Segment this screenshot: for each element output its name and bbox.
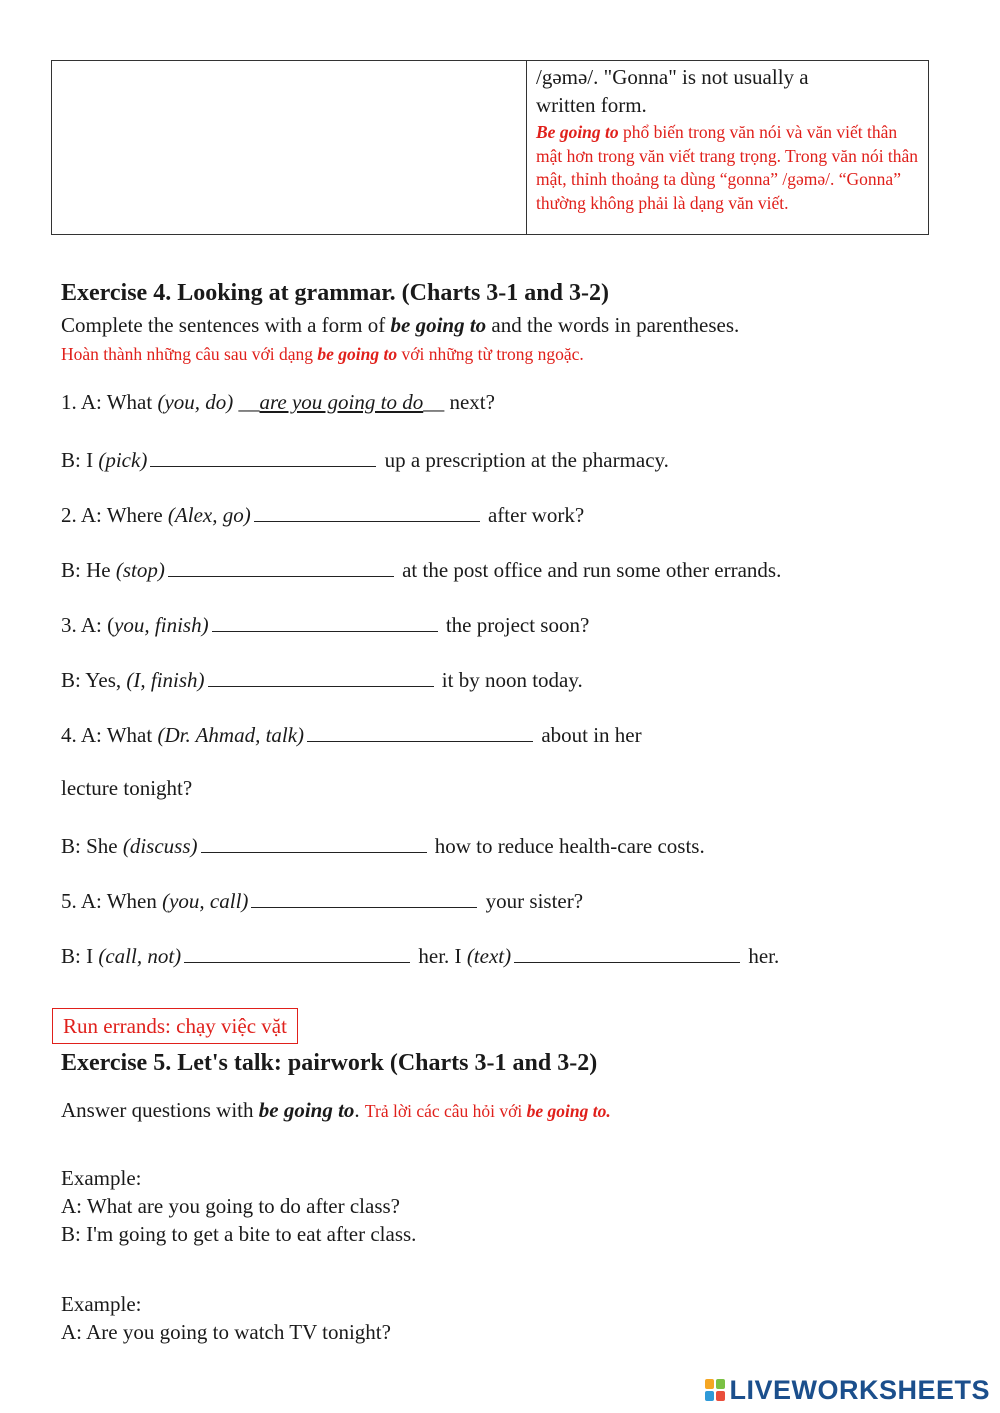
answer-blank[interactable]	[514, 942, 740, 963]
answer-blank[interactable]	[208, 666, 434, 687]
item-hint: (Dr. Ahmad, talk)	[157, 723, 305, 747]
answer-blank[interactable]	[201, 832, 427, 853]
ex4-vi-instruction	[61, 344, 584, 365]
ex5-instr-post: .	[354, 1098, 365, 1122]
item-post: her.	[743, 944, 780, 968]
logo-text: LIVEWORKSHEETS	[729, 1374, 990, 1405]
item-pre: B: She	[61, 834, 123, 858]
ex4-item-5b	[61, 942, 779, 969]
table-vi-bold: Be going to	[536, 122, 619, 142]
ex5-example-2-label: Example:	[61, 1292, 142, 1316]
item-hint: (you, call)	[162, 889, 249, 913]
item-hint: (discuss)	[122, 834, 198, 858]
ex4-vi-bold: be going to	[317, 344, 398, 364]
vocab-note-box: Run errands: chạy việc vặt	[52, 1008, 298, 1044]
answer-blank[interactable]	[212, 611, 438, 632]
ex4-item-2a	[61, 501, 584, 528]
top-table	[51, 60, 929, 235]
item-post: after work?	[482, 503, 585, 527]
item-post: how to reduce health-care costs.	[429, 834, 705, 858]
ex4-item-4b	[61, 832, 705, 859]
answer-blank[interactable]	[254, 501, 480, 522]
item-pre: 5. A: When	[61, 889, 163, 913]
table-vi-text	[536, 121, 926, 215]
ex4-item-2b	[61, 556, 781, 583]
liveworksheets-logo	[705, 1373, 990, 1407]
logo-square-2	[716, 1379, 725, 1389]
ex4-item-4a-cont: lecture tonight?	[61, 776, 193, 800]
item-hint: (call, not)	[98, 944, 182, 968]
item-post: at the post office and run some other errands.	[396, 558, 782, 582]
ex4-vi-post: với những từ trong ngoặc.	[397, 344, 584, 364]
ex5-vi-bold: be going to.	[526, 1101, 611, 1121]
ex4-instruction	[61, 313, 739, 338]
item-fill-post: __	[423, 390, 445, 414]
item-post: up a prescription at the pharmacy.	[379, 448, 669, 472]
answer-blank[interactable]	[307, 721, 533, 742]
answer-blank[interactable]	[150, 446, 376, 467]
logo-square-1	[705, 1379, 714, 1389]
ex4-item-3b	[61, 666, 583, 693]
ex5-instr-bold: be going to	[258, 1098, 355, 1122]
item-pre: 2. A: Where	[61, 503, 168, 527]
ex4-item-1a	[61, 390, 495, 415]
ex5-instruction	[61, 1098, 611, 1123]
item-pre: 4. A: What	[61, 723, 158, 747]
item-hint: (I, finish)	[126, 668, 205, 692]
item-pre: B: He	[61, 558, 116, 582]
answer-blank[interactable]	[184, 942, 410, 963]
logo-square-3	[705, 1391, 714, 1401]
table-right-cell	[536, 63, 926, 215]
table-en-line-1: /gəmə/. "Gonna" is not usually a	[536, 65, 809, 89]
item-pre: B: I	[61, 448, 99, 472]
ex5-example-1-label: Example:	[61, 1166, 142, 1190]
ex5-example-1-a: A: What are you going to do after class?	[61, 1194, 401, 1218]
ex4-instr-post: and the words in parentheses.	[486, 313, 740, 337]
item-hint: (pick)	[98, 448, 148, 472]
ex4-instr-bold: be going to	[390, 313, 487, 337]
item-post: your sister?	[480, 889, 584, 913]
table-vi-rest: phổ biến trong văn nói và văn viết thân mật hơn trong văn viết trang trọng. Trong văn nói thân mật, thỉnh thoảng ta dùng “gonna” /gəmə/. “Gonna” thường không phải là dạng văn viết.	[536, 122, 919, 213]
ex4-item-1b	[61, 446, 669, 473]
item-hint: (Alex, go)	[167, 503, 251, 527]
ex4-item-4a	[61, 721, 642, 748]
answer-blank[interactable]	[251, 887, 477, 908]
ex5-example-2-a: A: Are you going to watch TV tonight?	[61, 1320, 391, 1344]
table-divider	[526, 61, 527, 234]
ex5-vi-pre: Trả lời các câu hỏi với	[364, 1101, 527, 1121]
ex5-example-1-b: B: I'm going to get a bite to eat after class.	[61, 1222, 417, 1246]
logo-square-4	[716, 1391, 725, 1401]
answer-example: are you going to do	[259, 390, 424, 414]
item-pre: B: Yes,	[61, 668, 127, 692]
ex4-item-3a	[61, 611, 589, 638]
item-mid: her. I	[413, 944, 467, 968]
item-hint: (you, do)	[157, 390, 234, 414]
ex4-instr-pre: Complete the sentences with a form of	[61, 313, 391, 337]
ex5-title: Exercise 5. Let's talk: pairwork (Charts 3-1 and 3-2)	[61, 1050, 598, 1076]
logo-mark-icon	[705, 1379, 725, 1401]
item-hint: (stop)	[115, 558, 165, 582]
item-hint: you, finish)	[114, 613, 209, 637]
table-en-line-2: written form.	[536, 93, 647, 117]
item-post: the project soon?	[440, 613, 590, 637]
ex4-vi-pre: Hoàn thành những câu sau với dạng	[61, 344, 318, 364]
item-hint-2: (text)	[466, 944, 512, 968]
item-pre: 1. A: What	[61, 390, 158, 414]
item-pre: 3. A: (	[61, 613, 115, 637]
item-post: it by noon today.	[436, 668, 583, 692]
item-pre: B: I	[61, 944, 99, 968]
ex4-title: Exercise 4. Looking at grammar. (Charts 3-1 and 3-2)	[61, 280, 609, 306]
answer-blank[interactable]	[168, 556, 394, 577]
ex4-item-5a	[61, 887, 583, 914]
ex5-instr-pre: Answer questions with	[61, 1098, 259, 1122]
item-fill-pre: __	[233, 390, 260, 414]
item-post: next?	[444, 390, 495, 414]
item-post: about in her	[536, 723, 642, 747]
